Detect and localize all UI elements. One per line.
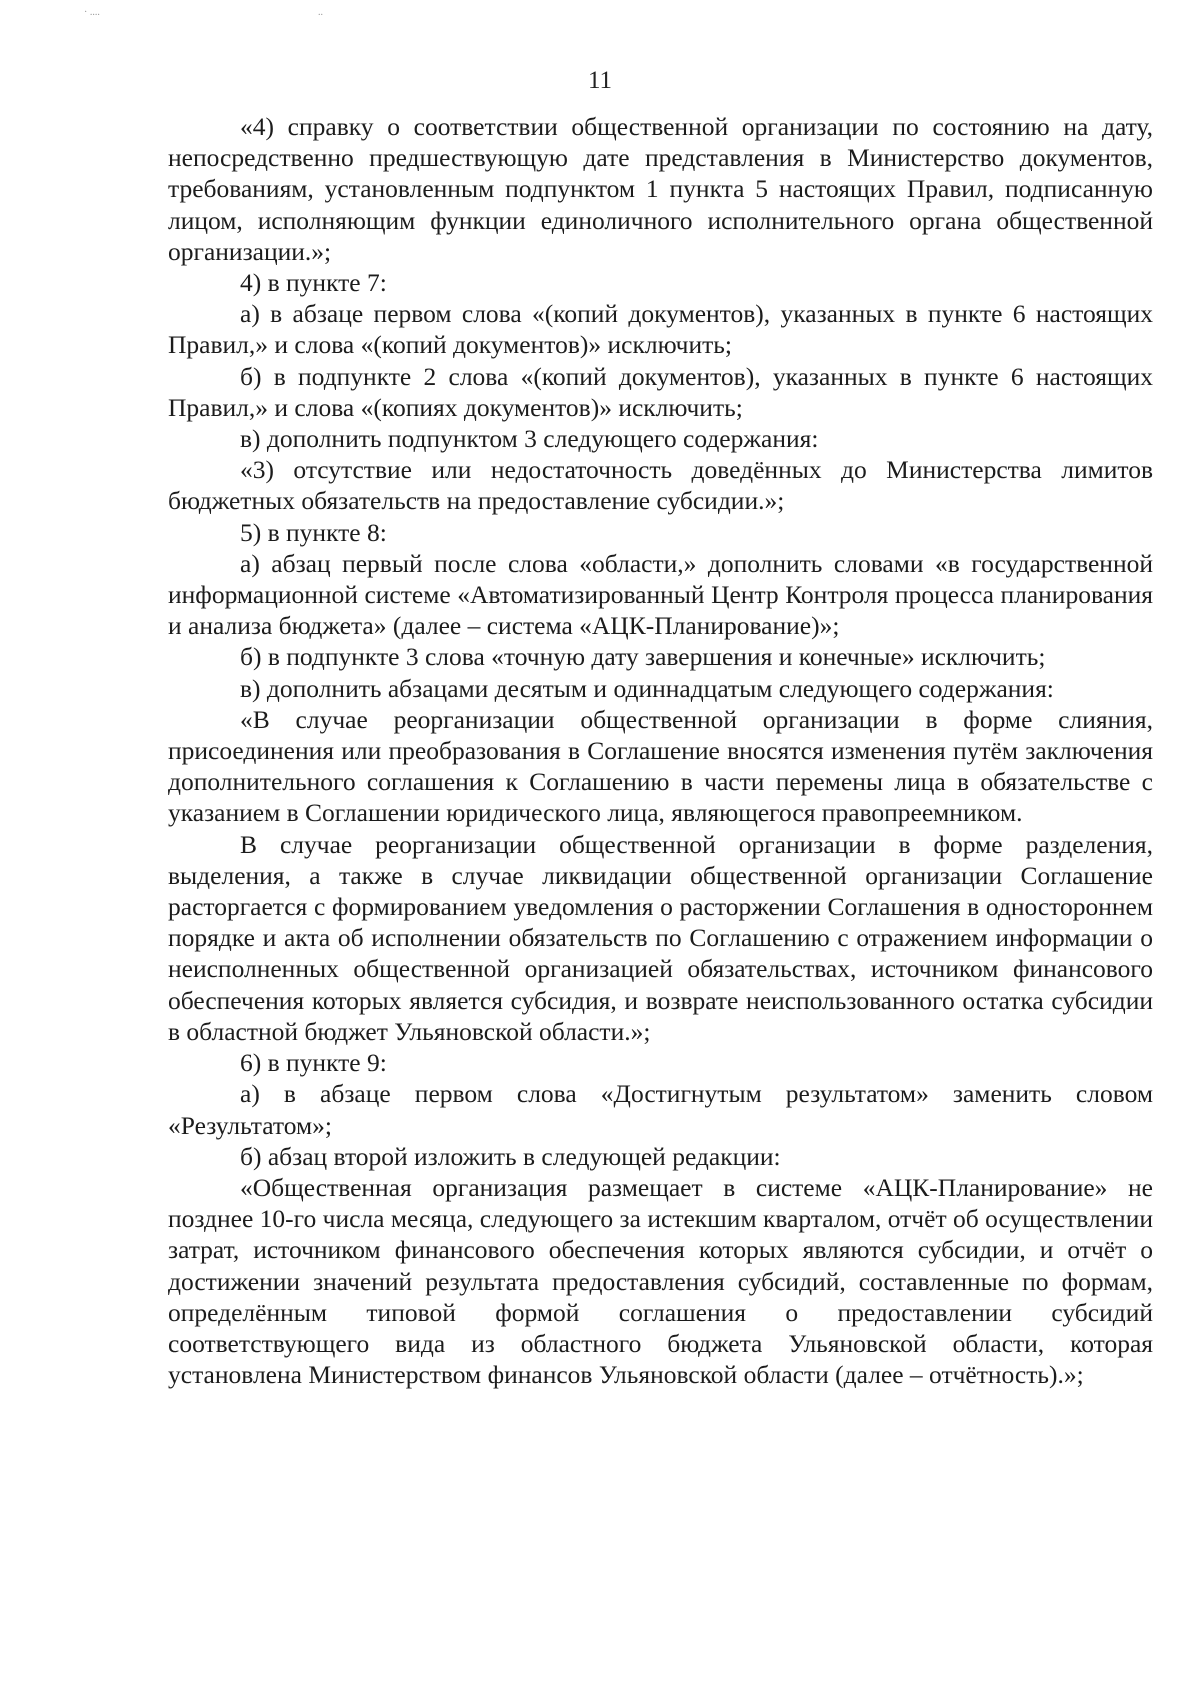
- paragraph: «В случае реорганизации общественной организации в форме слияния, присоединения или преобразования в Соглашение вносятся изменения путём заключения дополнительного соглашения к Соглашению в части перемены лица в обязательстве с указанием в Соглашении юридического лица, являющегося правопреемником.: [168, 704, 1153, 828]
- paragraph: б) абзац второй изложить в следующей редакции:: [240, 1141, 781, 1171]
- document-body: [168, 111, 1153, 1390]
- scan-artifact: · ....: [84, 7, 100, 18]
- paragraph: в) дополнить абзацами десятым и одиннадцатым следующего содержания:: [240, 673, 1054, 703]
- page-number: 11: [587, 67, 613, 94]
- paragraph: а) в абзаце первом слова «Достигнутым результатом» заменить словом «Результатом»;: [168, 1079, 1153, 1140]
- paragraph: 4) в пункте 7:: [240, 268, 387, 298]
- scan-artifact: ..: [318, 7, 323, 18]
- paragraph: б) в подпункте 2 слова «(копий документов), указанных в пункте 6 настоящих Правил,» и слова «(копиях документов)» исключить;: [168, 361, 1153, 422]
- paragraph: 6) в пункте 9:: [240, 1048, 387, 1078]
- paragraph: а) абзац первый после слова «области,» дополнить словами «в государственной информационной системе «Автоматизированный Центр Контроля процесса планирования и анализа бюджета» (далее – система «АЦК-Планирование)»;: [168, 548, 1153, 641]
- paragraph: а) в абзаце первом слова «(копий документов), указанных в пункте 6 настоящих Правил,» и слова «(копий документов)» исключить;: [168, 299, 1153, 360]
- paragraph: в) дополнить подпунктом 3 следующего содержания:: [240, 424, 819, 454]
- paragraph: В случае реорганизации общественной организации в форме разделения, выделения, а также в случае ликвидации общественной организации Соглашение расторгается с формированием уведомления о расторжении Соглашения в одностороннем порядке и акта об исполнении обязательств по Соглашению с отражением информации о неисполненных общественной организацией обязательствах, источником финансового обеспечения которых является субсидия, и возврате неиспользованного остатка субсидии в областной бюджет Ульяновской области.»;: [168, 829, 1153, 1046]
- paragraph: б) в подпункте 3 слова «точную дату завершения и конечные» исключить;: [240, 642, 1046, 672]
- paragraph: «Общественная организация размещает в системе «АЦК-Планирование» не позднее 10-го числа месяца, следующего за истекшим кварталом, отчёт об осуществлении затрат, источником финансового обеспечения которых являются субсидии, и отчёт о достижении значений результата предоставления субсидий, составленные по формам, определённым типовой формой соглашения о предоставлении субсидий соответствующего вида из областного бюджета Ульяновской области, которая установлена Министерством финансов Ульяновской области (далее – отчётность).»;: [168, 1172, 1153, 1390]
- paragraph: «3) отсутствие или недостаточность доведённых до Министерства лимитов бюджетных обязательств на предоставление субсидии.»;: [168, 455, 1153, 516]
- paragraph: 5) в пункте 8:: [240, 517, 387, 547]
- paragraph: «4) справку о соответствии общественной организации по состоянию на дату, непосредственно предшествующую дате представления в Министерство документов, требованиям, установленным подпунктом 1 пункта 5 настоящих Правил, подписанную лицом, исполняющим функции единоличного исполнительного органа общественной организации.»;: [168, 112, 1153, 266]
